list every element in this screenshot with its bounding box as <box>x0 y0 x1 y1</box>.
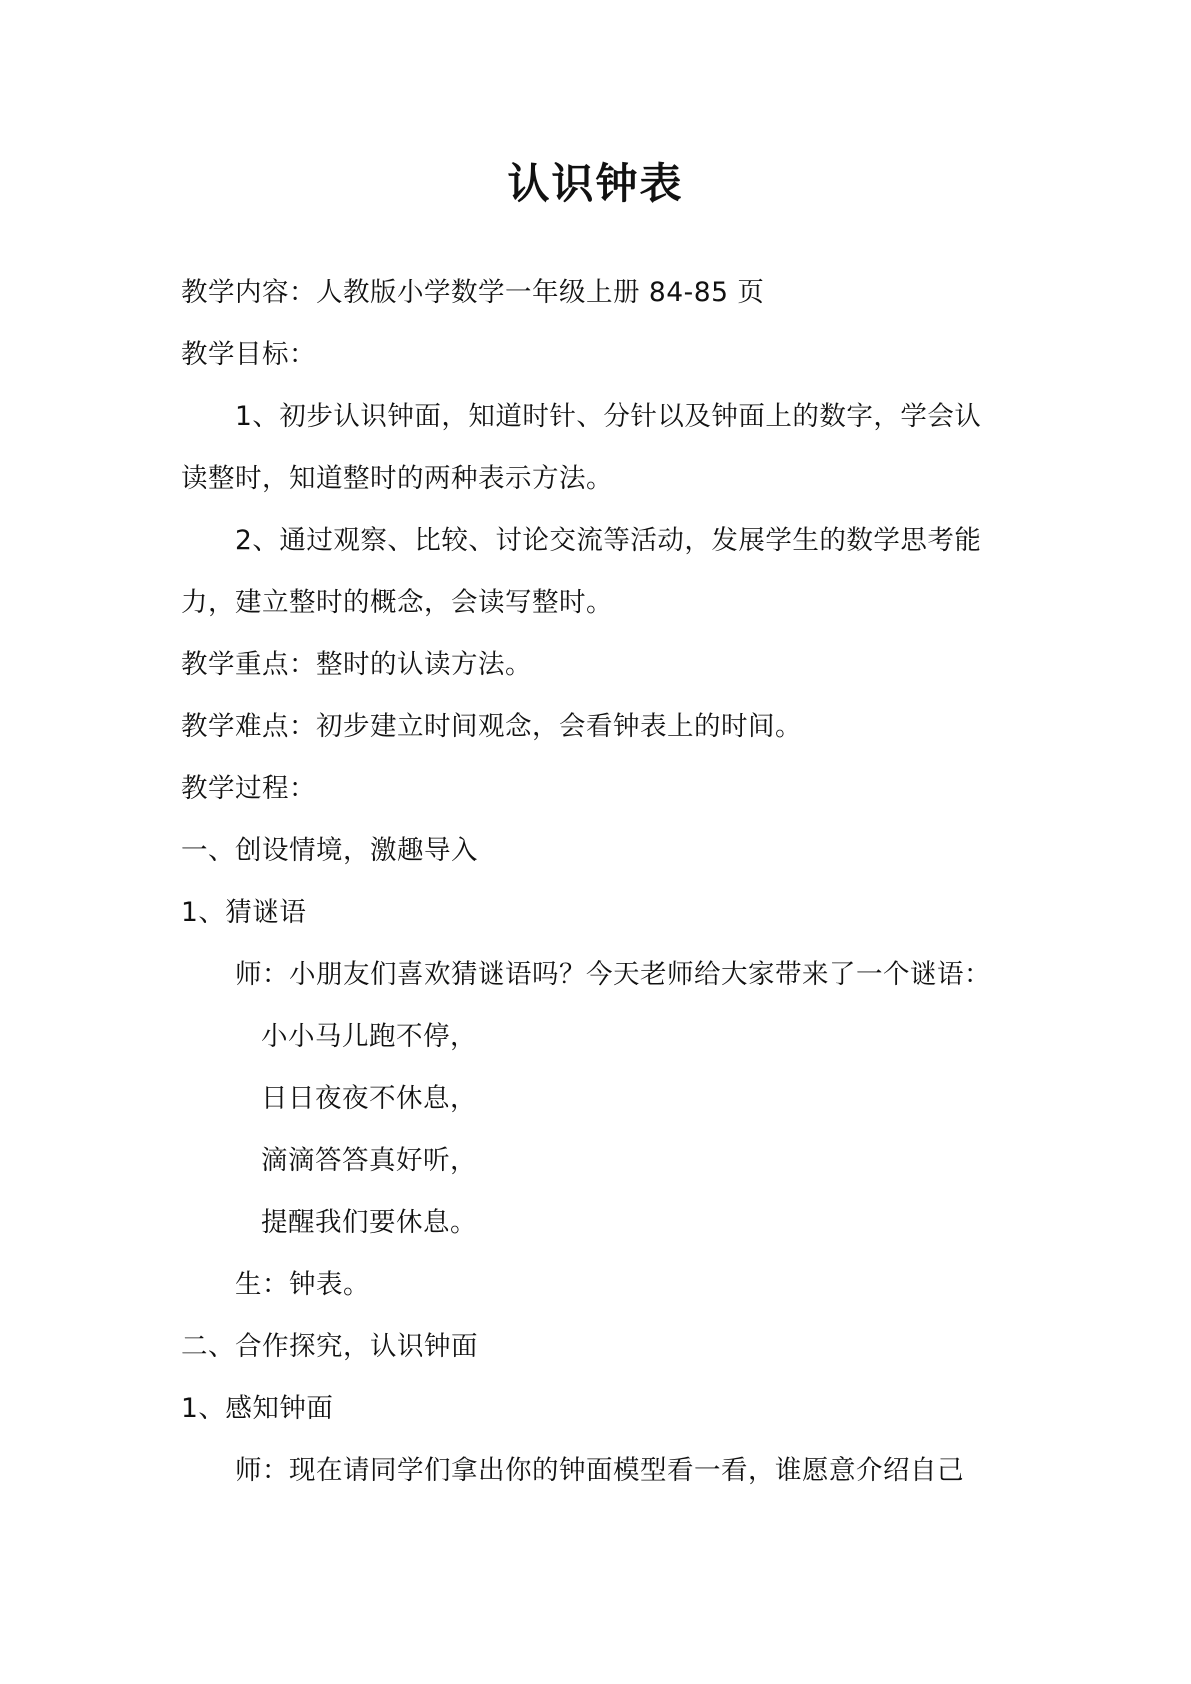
text-line: 教学目标： <box>181 339 316 370</box>
text-line: 2、通过观察、比较、讨论交流等活动，发展学生的数学思考能 <box>235 525 982 556</box>
document-body <box>181 262 1021 1502</box>
riddle-line: 提醒我们要休息。 <box>261 1207 477 1238</box>
section-heading: 一、创设情境，激趣导入 <box>181 835 478 866</box>
document-title: 认识钟表 <box>507 159 684 208</box>
subsection-heading: 1、猜谜语 <box>181 897 307 928</box>
text-line: 力，建立整时的概念，会读写整时。 <box>181 587 613 618</box>
riddle-line: 小小马儿跑不停， <box>261 1021 477 1052</box>
text-line: 教学难点：初步建立时间观念，会看钟表上的时间。 <box>181 711 802 742</box>
text-line: 教学重点：整时的认读方法。 <box>181 649 532 680</box>
section-heading: 二、合作探究，认识钟面 <box>181 1331 478 1362</box>
text-line: 1、初步认识钟面，知道时针、分针以及钟面上的数字，学会认 <box>235 401 982 432</box>
riddle-line: 滴滴答答真好听， <box>261 1145 477 1176</box>
text-line: 师：小朋友们喜欢猜谜语吗？今天老师给大家带来了一个谜语： <box>235 959 991 990</box>
text-line: 生：钟表。 <box>235 1269 370 1300</box>
text-line: 师：现在请同学们拿出你的钟面模型看一看，谁愿意介绍自己 <box>235 1455 964 1486</box>
text-line: 读整时，知道整时的两种表示方法。 <box>181 463 613 494</box>
text-line: 教学内容：人教版小学数学一年级上册 84-85 页 <box>181 277 765 308</box>
subsection-heading: 1、感知钟面 <box>181 1393 334 1424</box>
riddle-line: 日日夜夜不休息， <box>261 1083 477 1114</box>
text-line: 教学过程： <box>181 773 316 804</box>
